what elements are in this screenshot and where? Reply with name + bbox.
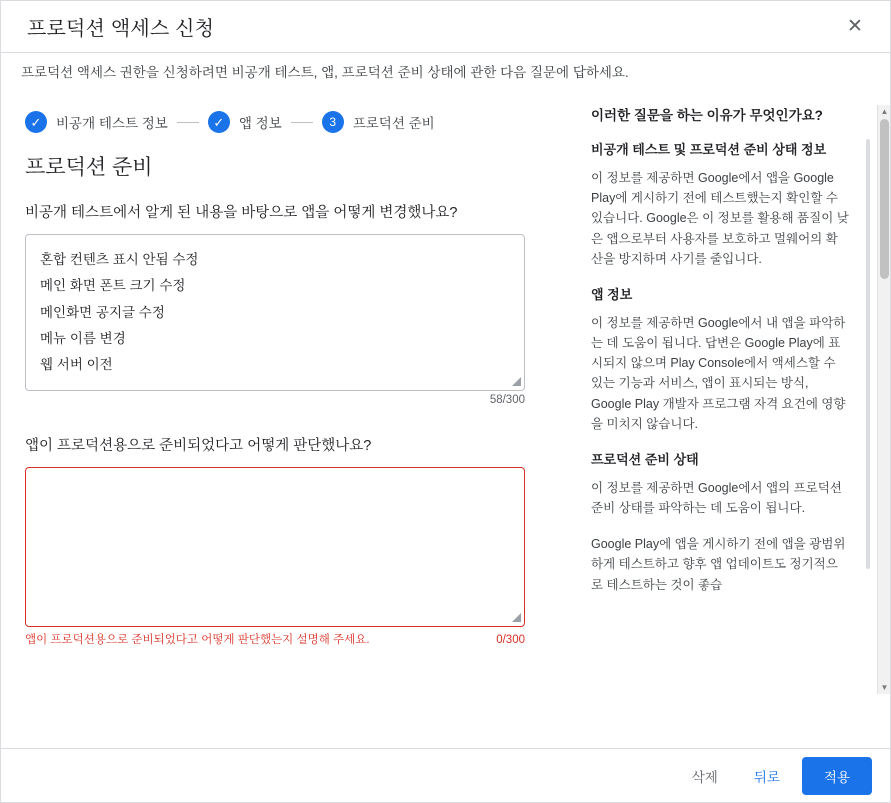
question-2-label: 앱이 프로덕션용으로 준비되었다고 어떻게 판단했나요?: [25, 438, 372, 454]
scroll-up-arrow-icon[interactable]: ▲: [880, 107, 889, 116]
step-number: 3: [322, 111, 344, 133]
help-block-title: 프로덕션 준비 상태: [591, 452, 699, 467]
step-label: 비공개 테스트 정보: [56, 116, 168, 131]
step-label: 앱 정보: [238, 116, 282, 131]
help-panel-scrollbar-thumb[interactable]: [866, 139, 870, 569]
dialog-header: [1, 1, 890, 53]
step-label: 프로덕션 준비: [352, 116, 435, 131]
help-panel-heading: 이러한 질문을 하는 이유가 무엇인가요?: [591, 108, 823, 123]
dialog-scrollbar-thumb[interactable]: [880, 119, 889, 279]
step-divider: [177, 122, 199, 123]
help-block-title: 앱 정보: [591, 287, 633, 302]
help-block-body: Google Play에 앱을 게시하기 전에 앱을 광범위하게 테스트하고 향후 앱 업데이트도 정기적으로 테스트하는 것이 좋습: [591, 537, 846, 592]
char-counter-1: [25, 394, 525, 406]
help-panel-scrollbar[interactable]: [866, 91, 871, 748]
dialog-footer: [1, 748, 890, 802]
help-block-body: 이 정보를 제공하면 Google에서 앱의 프로덕션 준비 상태를 파악하는 데 도움이 됩니다.: [591, 480, 842, 515]
validation-error-message: 앱이 프로덕션용으로 준비되었다고 어떻게 판단했는지 설명해 주세요.: [25, 634, 370, 646]
resize-handle-icon[interactable]: [512, 613, 521, 622]
help-panel: [581, 91, 871, 748]
production-ready-reason-textarea[interactable]: [25, 467, 525, 627]
check-icon: ✓: [25, 111, 47, 133]
char-counter-2-value: 0/300: [496, 634, 525, 646]
step-private-testing-info[interactable]: [25, 111, 168, 133]
stepper: [25, 111, 557, 133]
dialog-body: [1, 53, 890, 748]
resize-handle-icon[interactable]: [512, 377, 521, 386]
content-wrapper: [1, 91, 890, 748]
dialog-scrollbar[interactable]: [877, 105, 890, 694]
question-1-label: 비공개 테스트에서 알게 된 내용을 바탕으로 앱을 어떻게 변경했나요?: [25, 205, 458, 221]
close-icon[interactable]: ✕: [838, 10, 872, 44]
help-block-body: 이 정보를 제공하면 Google에서 앱을 Google Play에 게시하기 전에 테스트했는지 확인할 수 있습니다. Google은 이 정보를 활용해 품질이 낮은 앱으로부터 사용자를 보호하고 멀웨어의 확산을 방지하며 사기를 줄입니다.: [591, 170, 849, 266]
delete-button[interactable]: 삭제: [678, 757, 732, 795]
check-icon: ✓: [208, 111, 230, 133]
scroll-down-arrow-icon[interactable]: ▼: [880, 683, 889, 692]
changes-from-testing-textarea[interactable]: [25, 234, 525, 391]
step-divider: [291, 122, 313, 123]
help-block-body: 이 정보를 제공하면 Google에서 내 앱을 파악하는 데 도움이 됩니다. 답변은 Google Play에 표시되지 않으며 Play Console에서 액세스할 수 있는 기능과 서비스, 앱이 표시되는 방식, Google Play 개발자 프로그램 자격 요건에 영향을 미치지 않습니다.: [591, 315, 846, 431]
back-button[interactable]: 뒤로: [740, 757, 794, 795]
section-title: 프로덕션 준비: [25, 156, 153, 179]
dialog-title: 프로덕션 액세스 신청: [27, 18, 215, 40]
step-production-readiness[interactable]: [322, 111, 435, 133]
validation-row: [25, 631, 525, 647]
step-app-info[interactable]: [208, 111, 282, 133]
dialog-intro-text: 프로덕션 액세스 권한을 신청하려면 비공개 테스트, 앱, 프로덕션 준비 상태에 관한 다음 질문에 답하세요.: [21, 65, 629, 80]
help-block-title: 비공개 테스트 및 프로덕션 준비 상태 정보: [591, 142, 827, 158]
apply-button[interactable]: 적용: [802, 757, 872, 795]
char-counter-1-value: 58/300: [489, 394, 525, 406]
main-column: [1, 91, 581, 748]
